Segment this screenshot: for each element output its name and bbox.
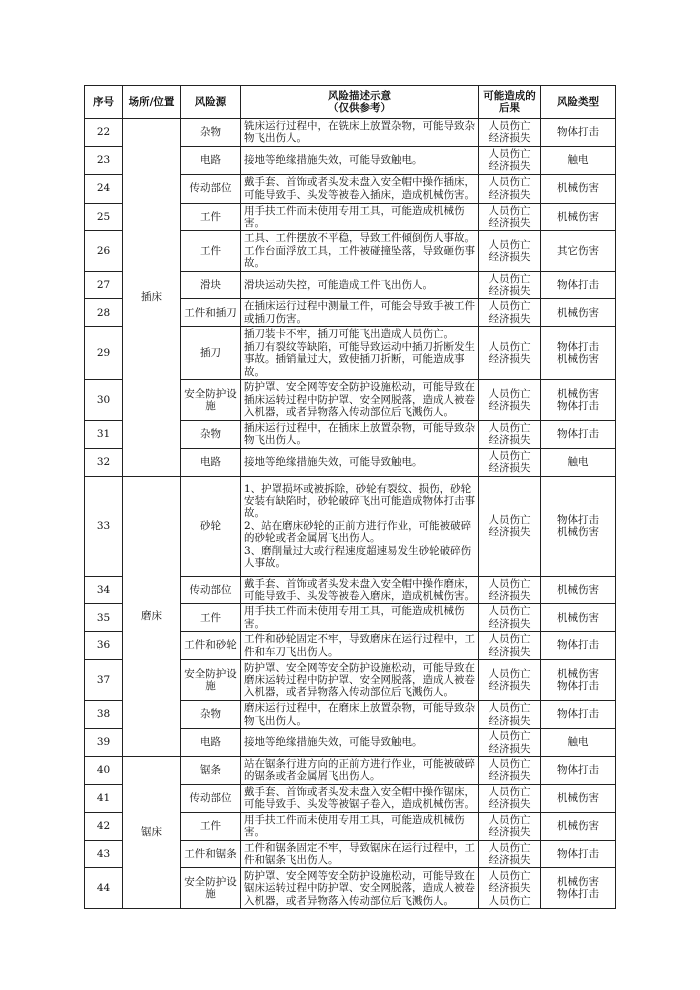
risk-type-line: 物体打击	[557, 847, 599, 860]
risk-type-line: 机械伤害	[557, 792, 599, 805]
risk-type	[541, 729, 616, 757]
consequence	[479, 231, 541, 271]
risk-type	[541, 448, 616, 476]
risk-description-line: 戴手套、首饰或者头发未盘入安全帽中操作锯床，可能导致手、头发等被锯子卷入，造成机械伤害。	[244, 785, 475, 811]
row-number: 40	[85, 756, 123, 784]
row-number: 37	[85, 660, 123, 701]
row-number: 22	[85, 119, 123, 147]
row-number: 29	[85, 327, 123, 380]
consequence-line: 人员伤亡	[488, 702, 531, 715]
row-number: 36	[85, 632, 123, 660]
place-name: 插床	[141, 291, 162, 304]
risk-description	[241, 271, 479, 299]
row-number: 25	[85, 203, 123, 231]
risk-description-line: 磨床运行过程中，在磨床上放置杂物，可能导致杂物飞出伤人。	[244, 702, 475, 727]
risk-description-line: 在插床运行过程中测量工件，可能会导致手被工件或插刀伤害。	[244, 300, 475, 325]
consequence	[479, 271, 541, 299]
consequence-line: 人员伤亡	[488, 120, 531, 132]
risk-type	[541, 146, 616, 174]
risk-type-line: 触电	[567, 154, 589, 167]
risk-description-line: 工作台面浮放工具，工件被碰撞坠落，导致砸伤事故。	[244, 244, 475, 270]
risk-description	[241, 420, 479, 448]
consequence	[479, 146, 541, 174]
risk-description-line: 用手扶工件而未使用专用工具，可能造成机械伤害。	[244, 605, 465, 630]
risk-description	[241, 812, 479, 840]
table-row	[85, 476, 616, 576]
risk-type-line: 触电	[567, 455, 589, 468]
risk-source: 工件	[181, 812, 241, 840]
risk-type-line: 机械伤害	[557, 611, 599, 624]
row-number: 32	[85, 448, 123, 476]
row-number: 28	[85, 299, 123, 327]
risk-type-line: 机械伤害	[557, 182, 599, 195]
header-place: 场所/位置	[123, 86, 181, 119]
risk-description-line: 用手扶工件而未使用专用工具，可能造成机械伤害。	[244, 204, 465, 230]
risk-type	[541, 119, 616, 147]
consequence-line: 人员伤亡	[488, 730, 531, 743]
risk-type	[541, 327, 616, 380]
consequence-line: 人员伤亡	[488, 300, 531, 313]
risk-description-line: 1、护罩损坏或被拆除，砂轮有裂纹、损伤，砂轮安装有缺陷时，砂轮破碎飞出可能造成物体打击事故。	[244, 482, 475, 520]
risk-type-line: 物体打击	[557, 708, 599, 721]
row-number: 31	[85, 420, 123, 448]
place-cell	[123, 119, 181, 477]
risk-description	[241, 784, 479, 812]
consequence	[479, 756, 541, 784]
risk-type	[541, 476, 616, 576]
risk-description-line: 戴手套、首饰或者头发未盘入安全帽中操作插床，可能导致手、头发等被卷入插床，造成机械伤害。	[244, 176, 475, 201]
risk-type-line: 物体打击	[557, 278, 599, 291]
risk-type	[541, 420, 616, 448]
risk-type-line: 机械伤害	[557, 583, 599, 596]
consequence-line: 经济损失	[488, 617, 531, 630]
consequence-line: 人员伤亡	[488, 758, 531, 771]
risk-description	[241, 119, 479, 147]
risk-description	[241, 632, 479, 660]
consequence-line: 人员伤亡	[488, 605, 531, 618]
risk-description	[241, 660, 479, 701]
row-number: 39	[85, 729, 123, 757]
consequence	[479, 203, 541, 231]
risk-type-line: 机械伤害	[557, 387, 599, 400]
risk-description	[241, 476, 479, 576]
consequence-line: 经济损失	[488, 645, 531, 658]
risk-type-line: 机械伤害	[557, 876, 599, 888]
consequence	[479, 174, 541, 203]
risk-description-line: 戴手套、首饰或者头发未盘入安全帽中操作磨床，可能导致手、头发等被卷入磨床，造成机械伤害。	[244, 577, 475, 602]
consequence	[479, 784, 541, 812]
header-desc-sub: （仅供参考）	[328, 102, 391, 114]
risk-description-line: 插刀装卡不牢，插刀可能飞出造成人员伤亡。	[244, 328, 454, 341]
risk-type-line: 机械伤害	[557, 526, 599, 539]
row-number: 41	[85, 784, 123, 812]
consequence-line: 经济损失	[488, 589, 531, 602]
place-cell	[123, 756, 181, 908]
risk-type-line: 机械伤害	[557, 210, 599, 223]
risk-type	[541, 604, 616, 632]
risk-description	[241, 174, 479, 203]
consequence-line: 人员伤亡	[488, 785, 531, 798]
consequence-line: 经济损失	[488, 680, 531, 693]
consequence-line: 人员伤亡	[488, 147, 531, 160]
risk-source: 工件和插刀	[181, 299, 241, 327]
consequence	[479, 632, 541, 660]
risk-type	[541, 231, 616, 271]
risk-table	[84, 85, 616, 909]
risk-type	[541, 174, 616, 203]
risk-source: 安全防护设施	[181, 660, 241, 701]
row-number: 35	[85, 604, 123, 632]
consequence-line: 经济损失	[488, 434, 531, 447]
risk-source: 安全防护设施	[181, 868, 241, 909]
consequence-line: 经济损失	[488, 854, 531, 866]
table-row	[85, 756, 616, 784]
consequence-line: 人员伤亡	[488, 176, 531, 189]
risk-type-line: 物体打击	[557, 340, 599, 353]
risk-type	[541, 576, 616, 604]
risk-source: 电路	[181, 146, 241, 174]
risk-source: 工件	[181, 203, 241, 231]
consequence	[479, 840, 541, 868]
risk-type-line: 物体打击	[557, 428, 599, 441]
consequence-line: 经济损失	[488, 353, 531, 366]
risk-source: 传动部位	[181, 784, 241, 812]
risk-source: 工件和砂轮	[181, 632, 241, 660]
consequence-line: 经济损失	[488, 826, 531, 839]
consequence-line: 人员伤亡	[488, 841, 531, 854]
consequence-line: 经济损失	[488, 770, 531, 783]
risk-description-line: 3、磨削量过大或行程速度超速易发生砂轮破碎伤人事故。	[244, 544, 472, 570]
consequence	[479, 327, 541, 380]
row-number: 42	[85, 812, 123, 840]
risk-description-line: 2、站在磨床砂轮的正前方进行作业，可能被破碎的砂轮或者金属屑飞出伤人。	[244, 519, 472, 545]
risk-description	[241, 868, 479, 909]
risk-source: 插刀	[181, 327, 241, 380]
consequence-line: 人员伤亡	[488, 387, 531, 400]
risk-type	[541, 784, 616, 812]
risk-description-line: 工件和锯条固定不牢，导致锯床在运行过程中，工件和锯条飞出伤人。	[244, 841, 475, 866]
consequence-line: 经济损失	[488, 312, 531, 325]
consequence-line: 人员伤亡	[488, 421, 531, 434]
risk-description	[241, 756, 479, 784]
risk-source: 电路	[181, 448, 241, 476]
risk-source: 滑块	[181, 271, 241, 299]
consequence-line: 经济损失	[488, 526, 531, 539]
consequence	[479, 299, 541, 327]
risk-source: 工件和锯条	[181, 840, 241, 868]
risk-type	[541, 660, 616, 701]
row-number: 44	[85, 868, 123, 909]
row-number: 27	[85, 271, 123, 299]
risk-type-line: 机械伤害	[557, 353, 599, 366]
header-consequence: 可能造成的后果	[479, 86, 541, 119]
header-desc-title: 风险描述示意	[328, 89, 391, 102]
risk-description	[241, 231, 479, 271]
risk-type-line: 物体打击	[557, 126, 599, 139]
consequence-line: 经济损失	[488, 188, 531, 201]
consequence-line: 人员伤亡	[488, 894, 531, 907]
risk-type-line: 触电	[567, 736, 589, 749]
risk-type	[541, 812, 616, 840]
consequence	[479, 420, 541, 448]
table-row	[85, 119, 616, 147]
consequence-line: 经济损失	[488, 217, 531, 230]
risk-type	[541, 840, 616, 868]
consequence	[479, 604, 541, 632]
row-number: 34	[85, 576, 123, 604]
consequence-line: 人员伤亡	[488, 633, 531, 646]
risk-description	[241, 840, 479, 868]
risk-description-line: 接地等绝缘措施失效，可能导致触电。	[244, 455, 423, 468]
risk-description	[241, 729, 479, 757]
risk-source: 杂物	[181, 701, 241, 729]
risk-type	[541, 379, 616, 420]
risk-type-line: 机械伤害	[557, 667, 599, 680]
risk-description	[241, 327, 479, 380]
risk-type-line: 物体打击	[557, 513, 599, 526]
risk-description-line: 工具、工件摆放不平稳，导致工件倾倒伤人事故。	[244, 232, 475, 245]
row-number: 43	[85, 840, 123, 868]
risk-description	[241, 146, 479, 174]
place-name: 磨床	[141, 610, 162, 623]
consequence	[479, 448, 541, 476]
risk-type	[541, 203, 616, 231]
risk-description	[241, 576, 479, 604]
risk-description-line: 用手扶工件而未使用专用工具，可能造成机械伤害。	[244, 813, 465, 839]
row-number: 23	[85, 146, 123, 174]
consequence-line: 人员伤亡	[488, 513, 531, 526]
consequence-line: 经济损失	[488, 742, 531, 755]
table-header-row	[85, 86, 616, 119]
risk-source: 电路	[181, 729, 241, 757]
consequence-line: 经济损失	[488, 462, 531, 475]
place-name: 锯床	[141, 826, 162, 839]
consequence-line: 经济损失	[488, 132, 531, 145]
risk-description	[241, 379, 479, 420]
risk-type-line: 物体打击	[557, 764, 599, 777]
risk-type-line: 其它伤害	[557, 244, 599, 257]
consequence	[479, 701, 541, 729]
risk-type	[541, 632, 616, 660]
risk-description-line: 防护罩、安全网等安全防护设施松动，可能导致在插床运转过程中防护罩、安全网脱落，造成人被卷入机器，或者异物落入传动部位后飞溅伤人。	[244, 381, 475, 419]
risk-source: 安全防护设施	[181, 379, 241, 420]
consequence-line: 经济损失	[488, 798, 531, 811]
risk-source: 传动部位	[181, 174, 241, 203]
risk-description-line: 插床运行过程中，在插床上放置杂物，可能导致杂物飞出伤人。	[244, 421, 475, 447]
consequence-line: 经济损失	[488, 251, 531, 264]
consequence-line: 人员伤亡	[488, 449, 531, 462]
risk-type-line: 物体打击	[557, 639, 599, 652]
consequence	[479, 812, 541, 840]
header-no: 序号	[85, 86, 123, 119]
row-number: 26	[85, 231, 123, 271]
risk-source: 工件	[181, 231, 241, 271]
risk-source: 杂物	[181, 119, 241, 147]
consequence-line: 人员伤亡	[488, 813, 531, 826]
consequence-line: 经济损失	[488, 714, 531, 727]
consequence-line: 人员伤亡	[488, 869, 531, 882]
risk-type-line: 机械伤害	[557, 819, 599, 832]
row-number: 33	[85, 476, 123, 576]
risk-type	[541, 701, 616, 729]
consequence-line: 经济损失	[488, 160, 531, 173]
consequence-line: 经济损失	[488, 285, 531, 298]
risk-description-line: 铣床运行过程中，在铣床上放置杂物，可能导致杂物飞出伤人。	[244, 120, 475, 145]
risk-type	[541, 271, 616, 299]
consequence	[479, 868, 541, 909]
risk-source: 传动部位	[181, 576, 241, 604]
consequence-line: 人员伤亡	[488, 667, 531, 680]
place-cell	[123, 476, 181, 756]
risk-type-line: 机械伤害	[557, 306, 599, 319]
consequence	[479, 119, 541, 147]
header-type: 风险类型	[541, 86, 616, 119]
risk-description-line: 工件和砂轮固定不牢，导致磨床在运行过程中，工件和车刀飞出伤人。	[244, 633, 475, 658]
risk-description-line: 防护罩、安全网等安全防护设施松动，可能导致在锯床运转过程中防护罩、安全网脱落，造成人被卷入机器，或者异物落入传动部位后飞溅伤人。	[244, 869, 475, 907]
header-source: 风险源	[181, 86, 241, 119]
risk-source: 砂轮	[181, 476, 241, 576]
risk-description	[241, 448, 479, 476]
row-number: 24	[85, 174, 123, 203]
risk-type	[541, 756, 616, 784]
header-desc	[241, 86, 479, 119]
risk-description	[241, 203, 479, 231]
consequence	[479, 729, 541, 757]
consequence-line: 经济损失	[488, 399, 531, 412]
risk-description-line: 站在锯条行进方向的正前方进行作业，可能被破碎的锯条或者金属屑飞出伤人。	[244, 758, 475, 783]
risk-source: 工件	[181, 604, 241, 632]
consequence	[479, 660, 541, 701]
consequence-line: 人员伤亡	[488, 204, 531, 217]
risk-type-line: 物体打击	[557, 399, 599, 412]
consequence-line: 人员伤亡	[488, 238, 531, 251]
consequence-line: 人员伤亡	[488, 340, 531, 353]
consequence-line: 人员伤亡	[488, 272, 531, 285]
risk-source: 杂物	[181, 420, 241, 448]
risk-description	[241, 604, 479, 632]
risk-type	[541, 299, 616, 327]
risk-description-line: 接地等绝缘措施失效，可能导致触电。	[244, 154, 423, 167]
consequence	[479, 379, 541, 420]
risk-description-line: 滑块运动失控，可能造成工件飞出伤人。	[244, 278, 433, 291]
consequence-line: 经济损失	[488, 882, 531, 895]
risk-type-line: 物体打击	[557, 888, 599, 901]
risk-source: 锯条	[181, 756, 241, 784]
risk-type	[541, 868, 616, 909]
risk-description-line: 插刀有裂纹等缺陷，可能导致运动中插刀折断发生事故。插销量过大，致使插刀折断，可能造成事故。	[244, 340, 475, 378]
consequence	[479, 476, 541, 576]
row-number: 38	[85, 701, 123, 729]
risk-description	[241, 299, 479, 327]
risk-description-line: 接地等绝缘措施失效，可能导致触电。	[244, 736, 423, 749]
risk-description	[241, 701, 479, 729]
consequence-line: 人员伤亡	[488, 577, 531, 590]
risk-description-line: 防护罩、安全网等安全防护设施松动，可能导致在磨床运转过程中防护罩、安全网脱落，造成人被卷入机器，或者异物落入传动部位后飞溅伤人。	[244, 661, 475, 699]
row-number: 30	[85, 379, 123, 420]
consequence	[479, 576, 541, 604]
risk-type-line: 物体打击	[557, 680, 599, 693]
